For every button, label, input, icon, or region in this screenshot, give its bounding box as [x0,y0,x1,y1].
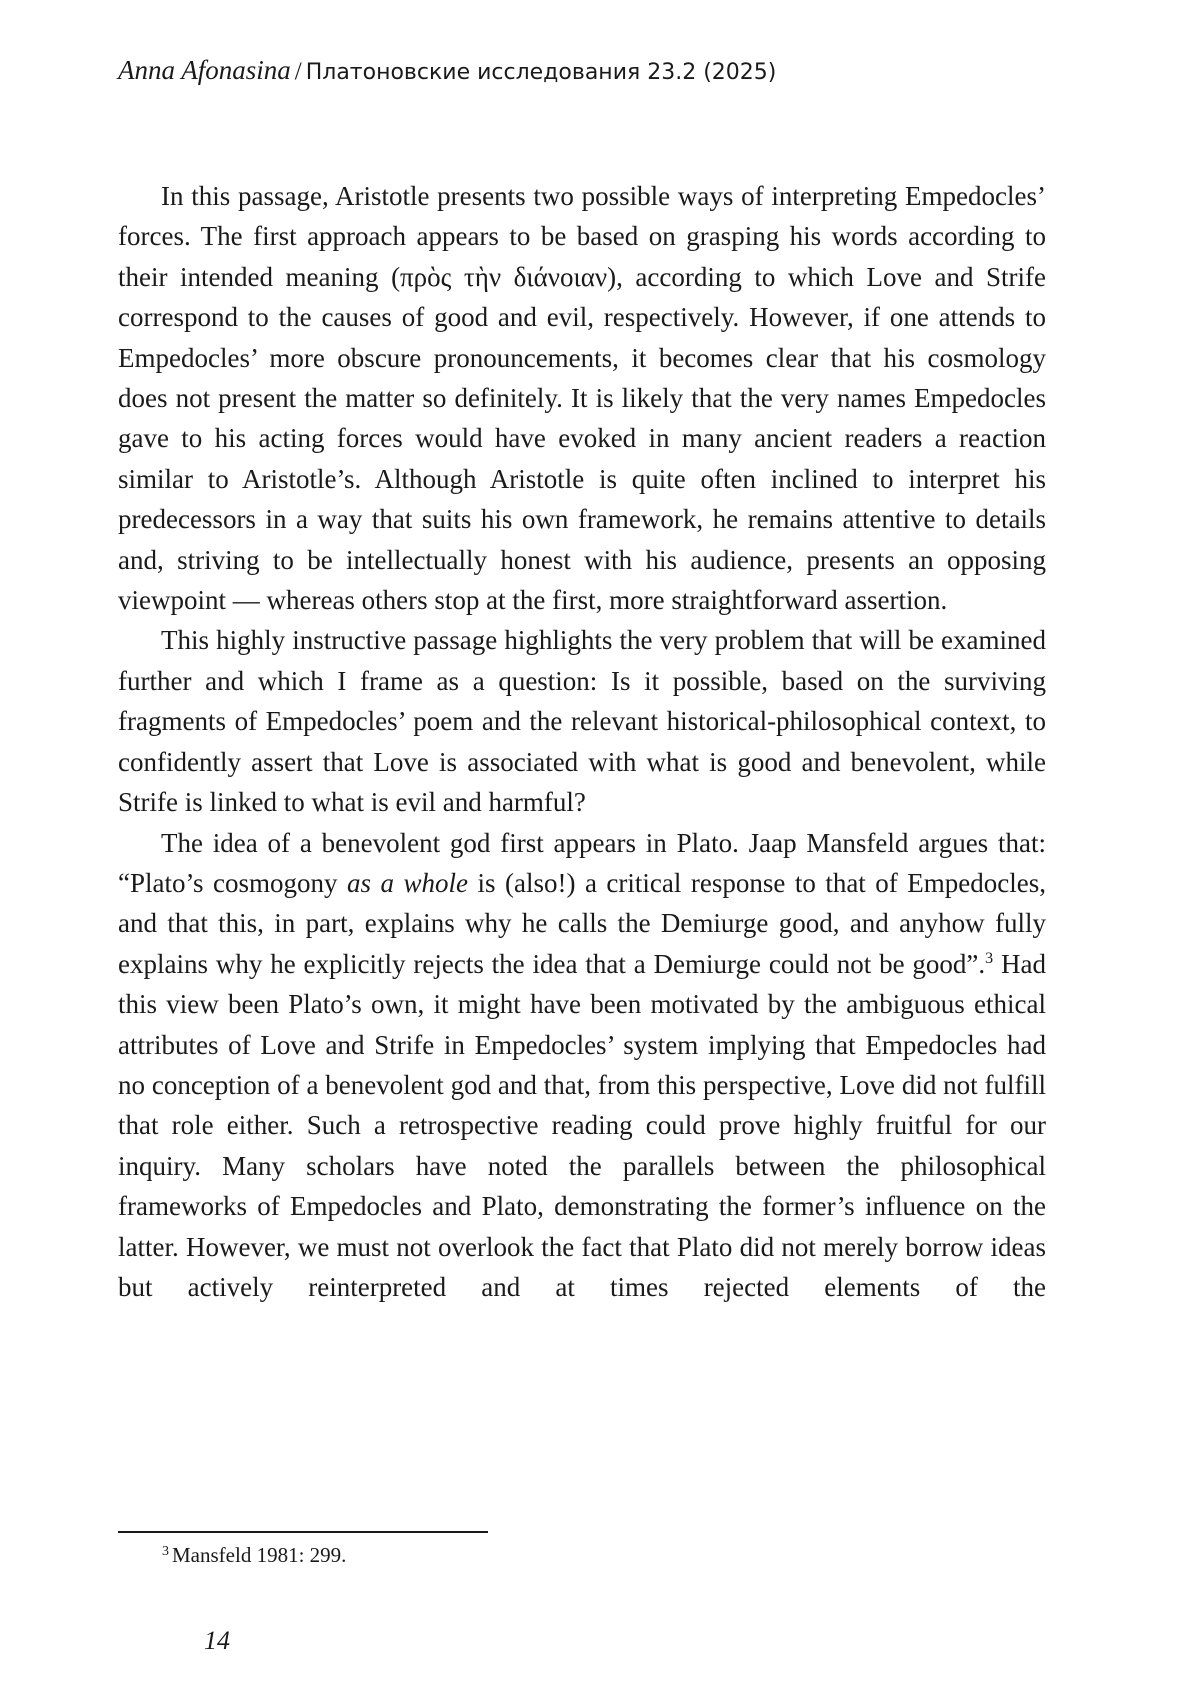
footnote-3 [162,1540,346,1570]
paragraph-3 [118,823,1046,1308]
footnote-text: Mansfeld 1981: 299. [172,1543,347,1567]
paragraph-2: This highly instructive passage highlights the very problem that will be examined further and which I frame as a question: Is it possible, based on the surviving fragments of Empedocles’ poem and the relevant historical-philosophical context, to confidently assert that Love is associated with what is good and benevolent, while Strife is linked to what is evil and harmful? [118,625,1046,818]
running-head-separator: / [294,58,302,85]
body-text [118,176,1046,1307]
paragraph-3-emphasis: as a whole [346,867,468,898]
running-head [118,52,776,91]
paragraph-3-text-a: The idea of a benevolent god first appears in Plato. Jaap Mansfeld argues that: “Plato’s cosmogony [118,827,1046,898]
running-head-journal: Платоновские исследования 23.2 (2025) [305,60,777,85]
paragraph-3-text-c: Had this view been Plato’s own, it might have been motivated by the ambiguous ethical attributes of Love and Strife in Empedocles’ system implying that Empedocles had no conception of a benevolent god and that, from this perspective, Love did not fulfill that role either. Such a retrospective reading could prove highly fruitful for our inquiry. Many scholars have noted the parallels between the philosophical frameworks of Empedocles and Plato, demonstrating the former’s influence on the latter. However, we must not overlook the fact that Plato did not merely borrow ideas but actively reinterpreted and at times rejected elements of the [118,948,1046,1302]
footnote-divider [118,1531,488,1533]
footnote-reference-3[interactable]: 3 [985,949,994,967]
page-number: 14 [204,1626,230,1655]
paragraph-1: In this passage, Aristotle presents two possible ways of interpreting Empedocles’ forces. The first approach appears to be based on grasping his words according to their intended meaning (πρὸς τὴν διάνοιαν), according to which Love and Strife correspond to the causes of good and evil, respectively. However, if one attends to Empedocles’ more obscure pronouncements, it becomes clear that his cosmology does not present the matter so definitely. It is likely that the very names Empedocles gave to his acting forces would have evoked in many ancient readers a reaction similar to Aristotle’s. Although Aristotle is quite often inclined to interpret his predecessors in a way that suits his own framework, he remains attentive to details and, striving to be intellectually honest with his audience, presents an opposing viewpoint — whereas others stop at the first, more straightforward assertion. [118,181,1046,616]
paragraph-3-text-b: is (also!) a critical response to that of Empedocles, and that this, in part, explains why he calls the Demiurge good, and anyhow fully explains why he explicitly rejects the idea that a Demiurge could not be good”. [118,867,1046,979]
footnote-marker: 3 [162,1544,169,1559]
running-head-author: Anna Afonasina [118,55,291,85]
